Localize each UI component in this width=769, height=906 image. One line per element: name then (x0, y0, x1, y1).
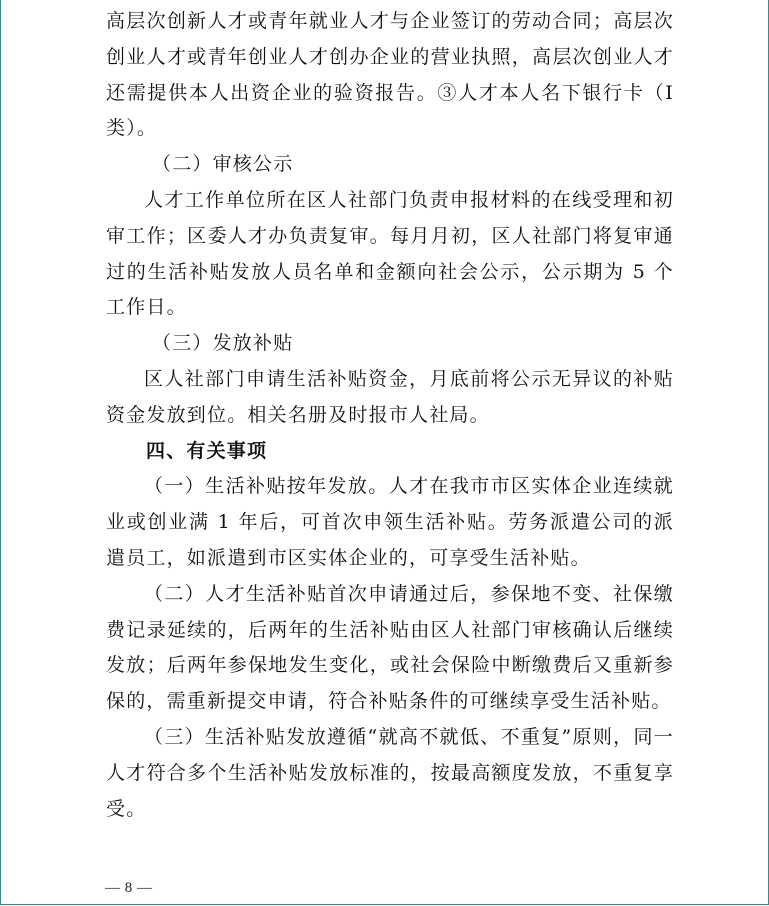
item-3-paragraph: （三）生活补贴发放遵循“就高不就低、不重复”原则，同一人才符合多个生活补贴发放标准的，按最高额度发放，不重复享受。 (106, 725, 674, 820)
item-2-paragraph: （二）人才生活补贴首次申请通过后，参保地不变、社保缴费记录延续的，后两年的生活补贴由区人社部门审核确认后继续发放；后两年参保地发生变化，或社会保险中断缴费后又重新参保的，需重新提交申请，符合补贴条件的可继续享受生活补贴。 (106, 582, 674, 713)
section-2-title: （二）审核公示 (152, 153, 294, 176)
item-1-paragraph: （一）生活补贴按年发放。人才在我市市区实体企业连续就业或创业满 1 年后，可首次申领生活补贴。劳务派遣公司的派遣员工，如派遣到市区实体企业的，可享受生活补贴。 (106, 475, 674, 569)
section-3-title: （三）发放补贴 (152, 332, 294, 355)
intro-paragraph: 高层次创新人才或青年就业人才与企业签订的劳动合同；高层次创业人才或青年创业人才创办企业的营业执照，高层次创业人才还需提供本人出资企业的验资报告。③人才本人名下银行卡（Ⅰ类）。 (106, 10, 674, 140)
document-body (106, 4, 674, 827)
section-2-body: 人才工作单位所在区人社部门负责申报材料的在线受理和初审工作；区委人才办负责复审。每月月初，区人社部门将复审通过的生活补贴发放人员名单和金额向社会公示，公示期为 5 个工作日。 (106, 188, 674, 319)
part-4-heading: 四、有关事项 (146, 439, 268, 462)
section-3-body: 区人社部门申请生活补贴资金，月底前将公示无异议的补贴资金发放到位。相关名册及时报市人社局。 (106, 367, 674, 426)
page-number: — 8 — (105, 880, 153, 896)
